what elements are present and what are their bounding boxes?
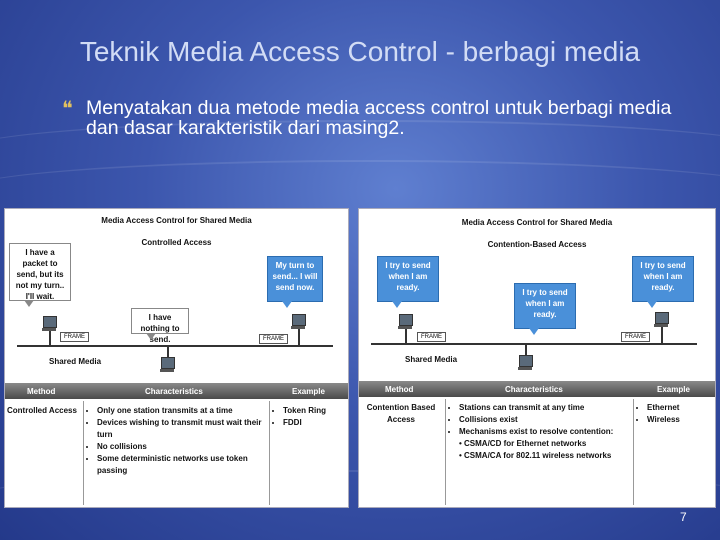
- network-link: [405, 329, 407, 343]
- computer-icon: [655, 312, 669, 324]
- example-cell: [273, 405, 347, 429]
- list-item: • Mechanisms exist to resolve contention:: [459, 426, 631, 438]
- speech-bubble: I have nothing to send.: [131, 308, 189, 334]
- frame-label: FRAME: [621, 332, 650, 342]
- computer-icon: [292, 314, 306, 326]
- list-item: • Devices wishing to transmit must wait their turn: [97, 417, 267, 441]
- computer-icon: [399, 314, 413, 326]
- divider: [633, 399, 634, 505]
- computer-icon: [43, 316, 57, 328]
- figure-title: Media Access Control for Shared Media: [101, 216, 252, 225]
- divider: [83, 401, 84, 505]
- shared-media-line: [17, 345, 333, 347]
- network-link: [661, 327, 663, 343]
- sub-list: [449, 438, 631, 462]
- contention-access-figure: [358, 208, 716, 508]
- figure-subtitle: Contention-Based Access: [487, 240, 587, 249]
- sub-item-text: CSMA/CD for Ethernet networks: [464, 439, 587, 448]
- header-example: Example: [292, 387, 325, 396]
- network-link: [49, 331, 51, 345]
- speech-bubble: I have a packet to send, but its not my turn.. I'll wait.: [9, 243, 71, 301]
- shared-media-label: Shared Media: [49, 357, 102, 366]
- list-item: • Token Ring: [283, 405, 347, 417]
- divider: [269, 401, 270, 505]
- figure-title: Media Access Control for Shared Media: [461, 218, 613, 227]
- list-item: • Collisions exist: [459, 414, 631, 426]
- slide-title: Teknik Media Access Control - berbagi media: [79, 36, 641, 67]
- bullet-icon: ❝: [62, 98, 73, 120]
- table-header: [359, 381, 715, 397]
- network-link: [298, 329, 300, 345]
- list-item: • CSMA/CA for 802.11 wireless networks: [459, 451, 612, 460]
- divider: [445, 399, 446, 505]
- characteristics-cell: [87, 405, 267, 477]
- figure-subtitle: Controlled Access: [141, 238, 212, 247]
- header-characteristics: Characteristics: [145, 387, 203, 396]
- method-cell: Controlled Access: [7, 406, 77, 415]
- header-characteristics: Characteristics: [505, 385, 563, 394]
- sub-item-text: CSMA/CA for 802.11 wireless networks: [464, 451, 612, 460]
- bullet-text: Menyatakan dua metode media access control untuk berbagi media dan dasar karakteristik dari masing2.: [86, 97, 672, 139]
- header-method: Method: [27, 387, 56, 396]
- method-cell: Contention Based Access: [366, 403, 436, 424]
- controlled-access-figure: [4, 208, 349, 508]
- frame-label: FRAME: [417, 332, 446, 342]
- shared-media-label: Shared Media: [405, 355, 458, 364]
- speech-bubble: My turn to send... I will send now.: [267, 256, 323, 302]
- speech-bubble: I try to send when I am ready.: [632, 256, 694, 302]
- table-header: [5, 383, 348, 399]
- speech-bubble: I try to send when I am ready.: [377, 256, 439, 302]
- list-item: • CSMA/CD for Ethernet networks: [459, 439, 587, 448]
- header-example: Example: [657, 385, 690, 394]
- computer-icon: [519, 355, 533, 367]
- list-item: • Wireless: [647, 414, 713, 426]
- page-number: 7: [680, 510, 687, 524]
- list-item: • Some deterministic networks use token passing: [97, 453, 267, 477]
- characteristics-cell: [449, 402, 631, 462]
- list-item: • Ethernet: [647, 402, 713, 414]
- computer-icon: [161, 357, 175, 369]
- list-item: • FDDI: [283, 417, 347, 429]
- frame-label: FRAME: [259, 334, 288, 344]
- shared-media-line: [371, 343, 697, 345]
- list-item: • Only one station transmits at a time: [97, 405, 267, 417]
- list-item: • No collisions: [97, 441, 267, 453]
- speech-bubble: I try to send when I am ready.: [514, 283, 576, 329]
- header-method: Method: [385, 385, 414, 394]
- example-cell: [637, 402, 713, 426]
- frame-label: FRAME: [60, 332, 89, 342]
- list-item: • Stations can transmit at any time: [459, 402, 631, 414]
